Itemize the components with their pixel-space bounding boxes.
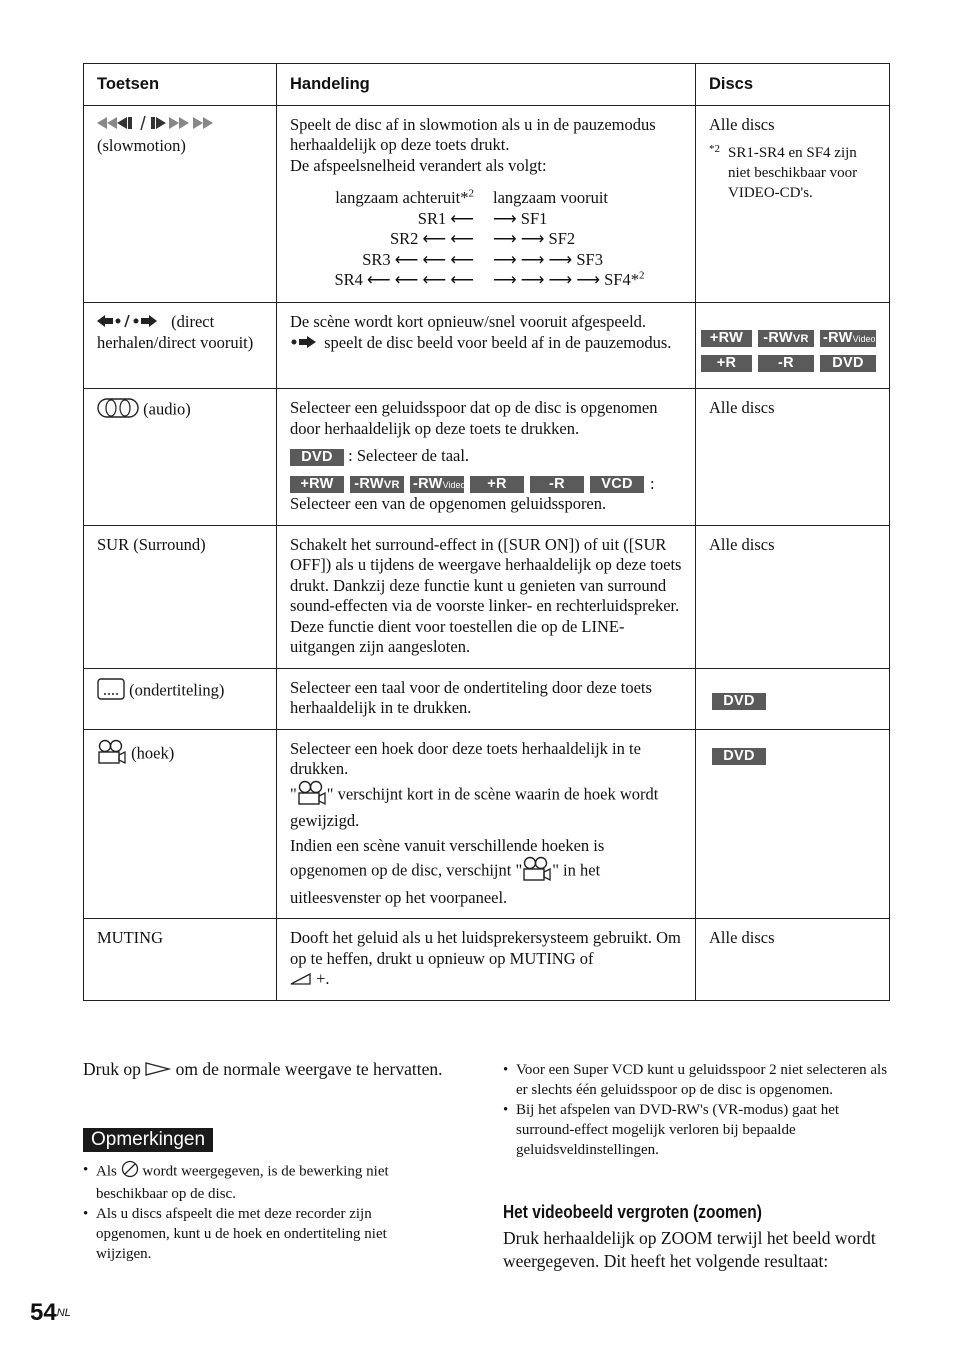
badge-minus-r: -R [758,355,814,372]
key-label: (hoek) [131,743,175,763]
action-cell [277,668,696,729]
footnote-sup: 2 [468,187,474,200]
speed-sf2: ⟶ ⟶ SF2 [493,229,576,248]
speed-right-head: langzaam vooruit [493,188,609,207]
speed-sf4: ⟶ ⟶ ⟶ ⟶ SF4* [493,270,639,289]
action-text: " in het uitleesvenster op het voorpaneel. [290,860,601,907]
discs-cell [696,729,890,919]
instant-advance-icon [290,333,320,354]
table-header-row [84,64,890,106]
header-toetsen: Toetsen [84,64,277,106]
action-text: +. [316,969,330,988]
action-text: Schakelt het surround-effect in ([SUR ON]) of uit ([SUR OFF]) als u tijdens de weergave herhaaldelijk op deze toets drukt. Dankzij deze functie kunt u genieten van surround sound-effecten via de voorste linker- en rechterluidspreker. [290,534,682,615]
badge-plus-r: +R [470,476,524,493]
action-text: Selecteer een geluidsspoor dat op de disc is opgenomen door herhaaldelijk op deze toets te drukken. [290,398,658,438]
action-text: Selecteer een hoek door deze toets herhaaldelijk in te drukken. [290,738,641,778]
notes-list [83,1160,443,1264]
key-cell [84,729,277,919]
badge-minus-rw-video: -RWVideo [410,476,464,493]
key-label: (audio) [143,399,191,419]
angle-icon [97,739,127,771]
action-text: Deze functie dient voor toestellen die op de LINE-uitgangen zijn aangesloten. [290,616,625,656]
list-item: • Als u discs afspeelt die met deze recorder zijn opgenomen, kunt u de hoek en ondertiteling niet wijzigen. [83,1204,443,1264]
action-text: " verschijnt kort in de scène waarin de hoek wordt gewijzigd. [290,784,659,830]
badge-minus-rw-vr: -RWVR [350,476,404,493]
discs-text: Alle discs [709,398,775,417]
action-cell [277,919,696,1001]
action-text: : Selecteer de taal. [348,446,470,465]
badge-plus-r: +R [701,355,752,372]
speed-diagram [290,188,682,292]
discs-text: Alle discs [709,114,775,134]
action-cell [277,525,696,668]
badge-minus-r: -R [530,476,584,493]
badge-dvd: DVD [290,449,344,466]
volume-icon [290,970,312,991]
list-item: • Als wordt weergegeven, is de bewerking niet beschikbaar op de disc. [83,1160,443,1204]
angle-icon [297,780,327,812]
key-label: MUTING [97,928,163,947]
notes-heading [83,1128,213,1152]
badge-plus-rw: +RW [701,330,752,347]
action-cell [277,389,696,526]
prohibited-icon [121,1160,139,1184]
key-cell [84,525,277,668]
table-row [84,668,890,729]
resume-paragraph [83,1058,453,1082]
key-label: SUR (Surround) [97,534,206,554]
resume-text: Druk op [83,1059,141,1079]
action-text: Speelt de disc af in slowmotion als u in de pauzemodus herhaaldelijk op deze toets drukt. [290,114,656,154]
table-row [84,105,890,303]
discs-text: Alle discs [709,928,775,947]
quote: " [290,784,297,804]
discs-text: Alle discs [709,534,775,554]
badge-minus-rw-vr: -RWVR [758,330,814,347]
table-row [84,389,890,526]
key-cell [84,389,277,526]
slow-rewind-forward-icon [97,115,227,137]
disc-badges [701,327,885,373]
discs-cell [696,105,890,303]
speed-sr4: SR4 ⟵ ⟵ ⟵ ⟵ [334,270,474,289]
discs-cell [696,919,890,1001]
table-row [84,919,890,1001]
list-item: • Bij het afspelen van DVD-RW's (VR-modus) gaat het surround-effect mogelijk verloren bij bepaalde geluidsveldinstellingen. [503,1100,893,1160]
footnote-text: SR1-SR4 en SF4 zijn niet beschikbaar voor VIDEO-CD's. [728,145,858,201]
speed-sf1: ⟶ SF1 [493,208,548,228]
badge-dvd: DVD [712,748,766,765]
key-cell [84,303,277,389]
key-label: (slowmotion) [97,136,186,156]
right-notes-list [503,1060,893,1160]
zoom-heading: Het videobeeld vergroten (zoomen) [503,1202,762,1222]
action-cell [277,303,696,389]
action-text: Indien een scène vanuit verschillende hoeken is opgenomen op de disc, verschijnt " [290,835,605,880]
discs-cell [696,389,890,526]
speed-left-head: langzaam achteruit* [335,188,469,207]
discs-cell [696,525,890,668]
table-row [84,525,890,668]
speed-sr2: SR2 ⟵ ⟵ [390,229,474,248]
key-label: (direct herhalen/direct vooruit) [97,312,254,353]
colon: : [650,473,655,493]
action-text: De afspeelsnelheid verandert als volgt: [290,155,547,175]
header-discs: Discs [696,64,890,106]
action-text: De scène wordt kort opnieuw/snel vooruit afgespeeld. [290,312,647,331]
action-text: speelt de disc beeld voor beeld af in de pauzemodus. [324,332,672,352]
play-icon [145,1059,171,1082]
badge-dvd: DVD [712,693,766,710]
audio-icon [97,398,139,424]
action-cell [277,729,696,919]
speed-sr3: SR3 ⟵ ⟵ ⟵ [362,249,474,269]
discs-cell [696,668,890,729]
footnote-mark: *2 [709,143,720,155]
key-label: (ondertiteling) [129,680,225,700]
angle-icon [522,856,552,888]
header-handeling: Handeling [277,64,696,106]
discs-cell [696,303,890,389]
page-number: $54^{NL}$ [30,1299,71,1326]
zoom-paragraph: Druk herhaaldelijk op ZOOM terwijl het beeld wordt weergegeven. Dit heeft het volgende resultaat: [503,1228,876,1271]
key-cell [84,919,277,1001]
instant-replay-advance-icon [97,313,167,334]
speed-sf3: ⟶ ⟶ ⟶ SF3 [493,249,603,269]
resume-text: om de normale weergave te hervatten. [175,1059,443,1079]
speed-sr1: SR1 ⟵ [417,208,474,228]
action-text: Selecteer een taal voor de ondertiteling door deze toets herhaaldelijk in te drukken. [290,677,652,717]
key-cell [84,105,277,303]
list-item: • Voor een Super VCD kunt u geluidsspoor 2 niet selecteren als er slechts één geluidsspoor op de disc is opgenomen. [503,1060,893,1100]
table-row [84,729,890,919]
badge-plus-rw: +RW [290,476,344,493]
subtitle-icon [97,678,125,706]
key-cell [84,668,277,729]
action-cell [277,105,696,303]
action-text: Dooft het geluid als u het luidsprekersysteem gebruikt. Om op te heffen, drukt u opnieuw op MUTING of [290,928,681,968]
function-table [83,63,890,1001]
footnote-sup: 2 [638,269,645,282]
action-text: Selecteer een van de opgenomen geluidssporen. [290,494,607,513]
notes-heading-label: Opmerkingen [83,1128,213,1152]
badge-minus-rw-video: -RWVideo [820,330,876,347]
badge-dvd: DVD [820,355,876,372]
badge-vcd: VCD [590,476,644,493]
table-row [84,303,890,389]
